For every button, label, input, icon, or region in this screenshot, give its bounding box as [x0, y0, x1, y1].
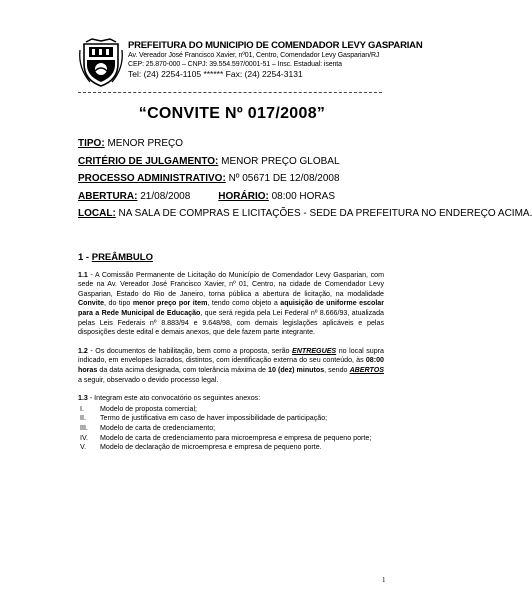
criterio-label: CRITÉRIO DE JULGAMENTO:: [78, 155, 219, 167]
coat-of-arms-icon: [78, 38, 124, 88]
horario-label: HORÁRIO:: [218, 190, 269, 202]
list-item: [78, 414, 384, 424]
page-number: 1: [382, 576, 386, 584]
local-label: LOCAL:: [78, 208, 116, 219]
document-title: “CONVITE Nº 017/2008”: [138, 105, 326, 122]
paragraph-1-3: [78, 394, 384, 404]
letterhead-address: Av. Vereador José Francisco Xavier, nº01, Centro, Comendador Levy Gasparian/RJ: [128, 52, 380, 59]
section-heading: [78, 253, 384, 263]
document-body: [78, 253, 384, 453]
tipo-label: TIPO:: [78, 138, 105, 149]
list-item-number: V.: [80, 443, 87, 452]
abertura-value: 21/08/2008: [137, 190, 191, 202]
paragraph-text: - Integram este ato convocatório os seguintes anexos:: [87, 394, 261, 403]
letterhead-title: PREFEITURA DO MUNICIPIO DE COMENDADOR LEVY GASPARIAN: [128, 40, 423, 51]
field-criterio: [78, 153, 386, 171]
paragraph-number: 1.1: [78, 270, 88, 279]
paragraph-text: , tendo como objeto a: [207, 299, 281, 308]
list-item-text: Modelo de declaração de microempresa e empresa de pequeno porte.: [100, 443, 322, 452]
letterhead-cep: CEP: 25.870-000 – CNPJ: 39.554.597/0001-51 – Insc. Estadual: isenta: [128, 61, 342, 68]
paragraph-bold: ABERTOS: [349, 365, 384, 374]
letterhead-tel: Tel: (24) 2254-1105 ****** Fax: (24) 2254-3131: [128, 69, 303, 79]
letterhead: [128, 40, 448, 80]
section-title: PREÂMBULO: [91, 252, 153, 263]
list-item-number: III.: [80, 423, 88, 432]
list-item-text: Modelo de carta de credenciamento para microempresa e empresa de pequeno porte;: [100, 433, 372, 442]
paragraph-text: a seguir, observado o devido processo legal.: [78, 375, 219, 384]
paragraph-bold: 08:00 horas: [78, 356, 384, 374]
paragraph-bold: menor preço por item: [132, 299, 208, 308]
field-processo: [78, 170, 386, 188]
paragraph-1-1: [78, 271, 384, 338]
paragraph-text: , do tipo: [104, 299, 133, 308]
paragraph-text: - A Comissão Permanente de Licitação do Município de Comendador Levy Gasparian, com sede na Av. Vereador José Francisco Xavier, nº 01, Centro, na cidade de Comendador Levy Gasparian, Estado do Rio de Janeiro, torna pública a abertura de licitação, na modalidade: [78, 270, 384, 298]
paragraph-text: no local supra indicado, em envelopes lacrados, distintos, com identificação externa do seu conteúdo, às: [78, 346, 384, 365]
list-item: [78, 424, 384, 434]
field-local: [78, 205, 532, 223]
paragraph-number: 1.3: [78, 394, 88, 403]
list-item-number: I.: [80, 404, 84, 413]
list-item-text: Modelo de proposta comercial;: [100, 404, 197, 413]
paragraph-number: 1.2: [78, 346, 88, 355]
paragraph-bold: 10 (dez) minutos: [268, 365, 325, 374]
list-item: [78, 434, 384, 444]
list-item-text: Termo de justificativa em caso de haver impossibilidade de participação;: [100, 414, 328, 423]
list-item-text: Modelo de carta de credenciamento;: [100, 423, 216, 432]
list-item-number: IV.: [80, 433, 89, 442]
processo-value: Nº 05671 DE 12/08/2008: [225, 173, 340, 184]
list-item: [78, 443, 384, 453]
section-number: 1 -: [78, 252, 92, 263]
paragraph-1-2: [78, 347, 384, 385]
anexos-list: [78, 405, 384, 453]
paragraph-bold: Convite: [78, 299, 105, 308]
header-fields: [78, 135, 532, 223]
processo-label: PROCESSO ADMINISTRATIVO:: [78, 173, 226, 184]
local-value: NA SALA DE COMPRAS E LICITAÇÕES - SEDE DA PREFEITURA NO ENDEREÇO ACIMA.: [115, 208, 532, 219]
list-item: [78, 405, 384, 415]
paragraph-text: , sendo: [324, 365, 350, 374]
paragraph-bold: aquisição de uniforme escolar para a Rede Municipal de Educação: [78, 299, 384, 317]
paragraph-bold: ENTREGUES: [292, 346, 337, 355]
header-divider: [78, 92, 382, 93]
horario-value: 08:00 HORAS: [268, 190, 335, 202]
paragraph-text: - Os documentos de habilitação, bem como a proposta, serão: [87, 346, 293, 355]
field-abertura: [78, 188, 386, 206]
list-item-number: II.: [80, 414, 86, 423]
field-tipo: [78, 135, 386, 153]
paragraph-text: , que será regida pela Lei Federal nº 8.666/93, atualizada pelas Leis Federais nº 8.883/94 e 9.648/98, com demais legislações aplicáveis e pelas disposições deste edital e demais anexos, que dele fazem parte integrante.: [78, 308, 384, 337]
abertura-label: ABERTURA:: [78, 190, 138, 202]
paragraph-text: da data acima designada, com tolerância máxima de: [97, 365, 269, 374]
criterio-value: MENOR PREÇO GLOBAL: [218, 155, 340, 167]
tipo-value: MENOR PREÇO: [104, 138, 184, 149]
